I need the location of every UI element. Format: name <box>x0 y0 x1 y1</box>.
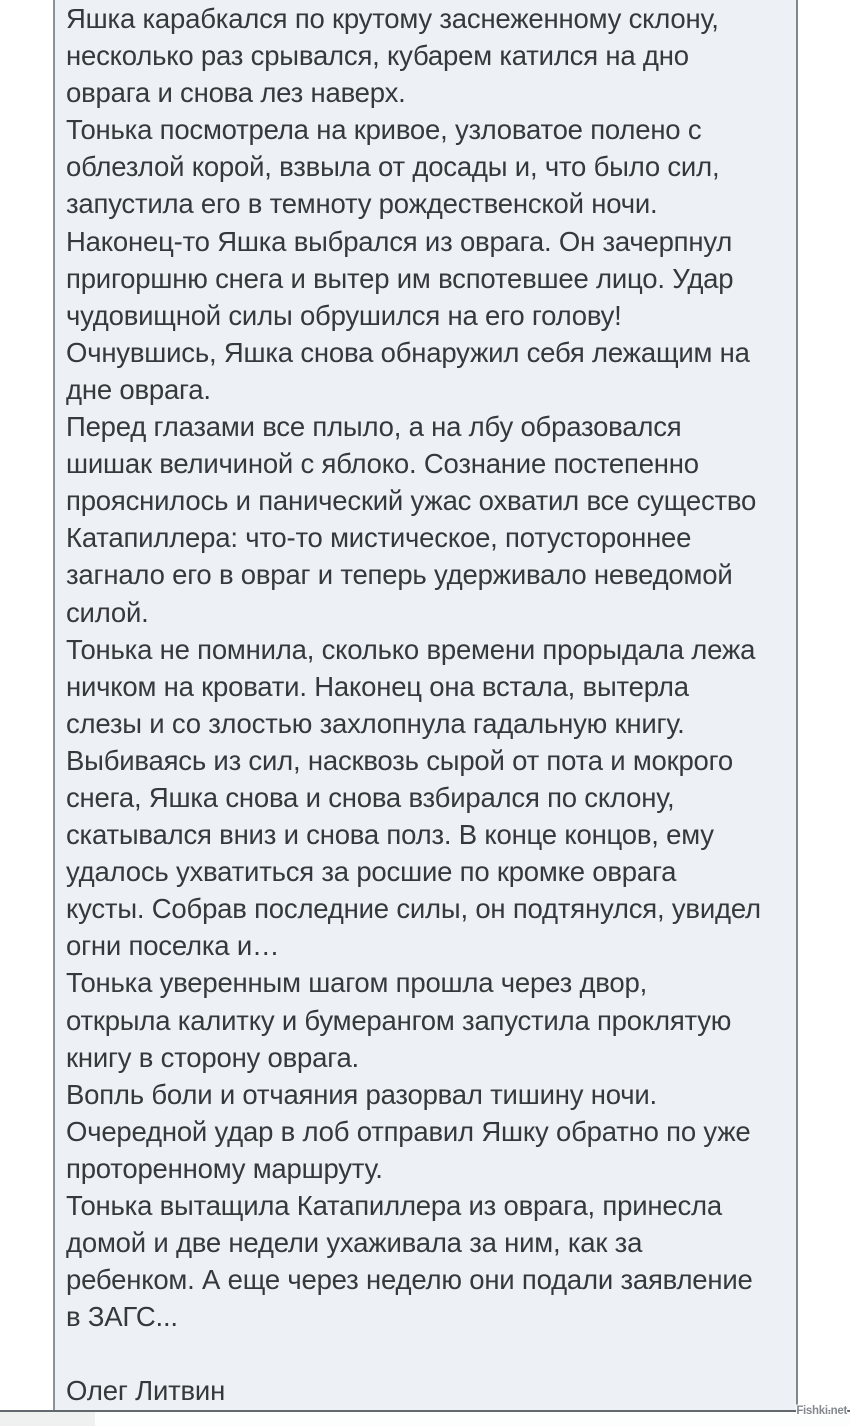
text-line: Очнувшись, Яшка снова обнаружил себя лежащим на <box>66 336 750 368</box>
text-line: Яшка карабкался по крутому заснеженному склону, <box>66 3 719 34</box>
text-line: домой и две недели ухаживала за ним, как за <box>66 1227 643 1259</box>
text-line: силой. <box>66 596 149 628</box>
story-paragraphs <box>66 0 786 1335</box>
text-line: шишак величиной с яблоко. Сознание постепенно <box>66 448 699 480</box>
text-line: удалось ухватиться за росшие по кромке оврага <box>66 856 677 888</box>
text-line: Наконец-то Яшка выбрался из оврага. Он зачерпнул <box>66 225 733 257</box>
text-line: скатывался вниз и снова полз. В конце концов, ему <box>66 819 714 851</box>
text-line: дне оврага. <box>66 373 211 405</box>
text-line: несколько раз срывался, кубарем катился на дно <box>66 40 689 72</box>
text-line: кусты. Собрав последние силы, он подтянулся, увидел <box>66 893 761 925</box>
text-line: загнало его в овраг и теперь удерживало неведомой <box>66 559 733 591</box>
text-line: облезлой корой, взвыла от досады и, что было сил, <box>66 151 720 183</box>
text-line: проторенному маршруту. <box>66 1152 383 1184</box>
text-line: Тонька уверенным шагом прошла через двор, <box>66 967 648 999</box>
story-text <box>55 0 796 1410</box>
text-line: открыла калитку и бумерангом запустила проклятую <box>66 1004 732 1036</box>
text-line: Перед глазами все плыло, а на лбу образовался <box>66 411 682 443</box>
text-line: слезы и со злостью захлопнула гадальную книгу. <box>66 707 685 739</box>
text-line: ребенком. А еще через неделю они подали заявление <box>66 1264 753 1296</box>
text-line: снега, Яшка снова и снова взбирался по склону, <box>66 781 675 813</box>
text-line: Катапиллера: что-то мистическое, потустороннее <box>66 522 692 554</box>
text-line: Тонька посмотрела на кривое, узловатое полено с <box>66 114 702 146</box>
text-line: огни поселка и… <box>66 930 280 962</box>
author-line: Олег Литвин <box>66 1375 226 1407</box>
text-line: запустила его в темноту рождественской ночи. <box>66 188 658 220</box>
text-line: Очередной удар в лоб отправил Яшку обратно по уже <box>66 1115 751 1147</box>
text-line: прояснилось и панический ужас охватил все существо <box>66 485 757 517</box>
text-line: чудовищной силы обрушился на его голову! <box>66 299 622 331</box>
story-panel <box>53 0 798 1411</box>
text-line: оврага и снова лез наверх. <box>66 77 406 109</box>
text-line: Тонька не помнила, сколько времени прорыдала лежа <box>66 633 756 665</box>
text-line: пригоршню снега и вытер им вспотевшее лицо. Удар <box>66 262 734 294</box>
text-line: Вопль боли и отчаяния разорвал тишину ночи. <box>66 1078 657 1110</box>
text-line: ничком на кровати. Наконец она встала, вытерла <box>66 670 689 702</box>
text-line: Тонька вытащила Катапиллера из оврага, принесла <box>66 1190 722 1221</box>
text-line: книгу в сторону оврага. <box>66 1041 359 1073</box>
text-line: Выбиваясь из сил, насквозь сырой от пота и мокрого <box>66 744 733 776</box>
text-line: в ЗАГС... <box>66 1301 178 1333</box>
below-content-strip <box>0 1412 850 1426</box>
below-content-strip-left <box>0 1412 95 1426</box>
fishki-watermark: Fishki.net <box>796 1405 847 1417</box>
